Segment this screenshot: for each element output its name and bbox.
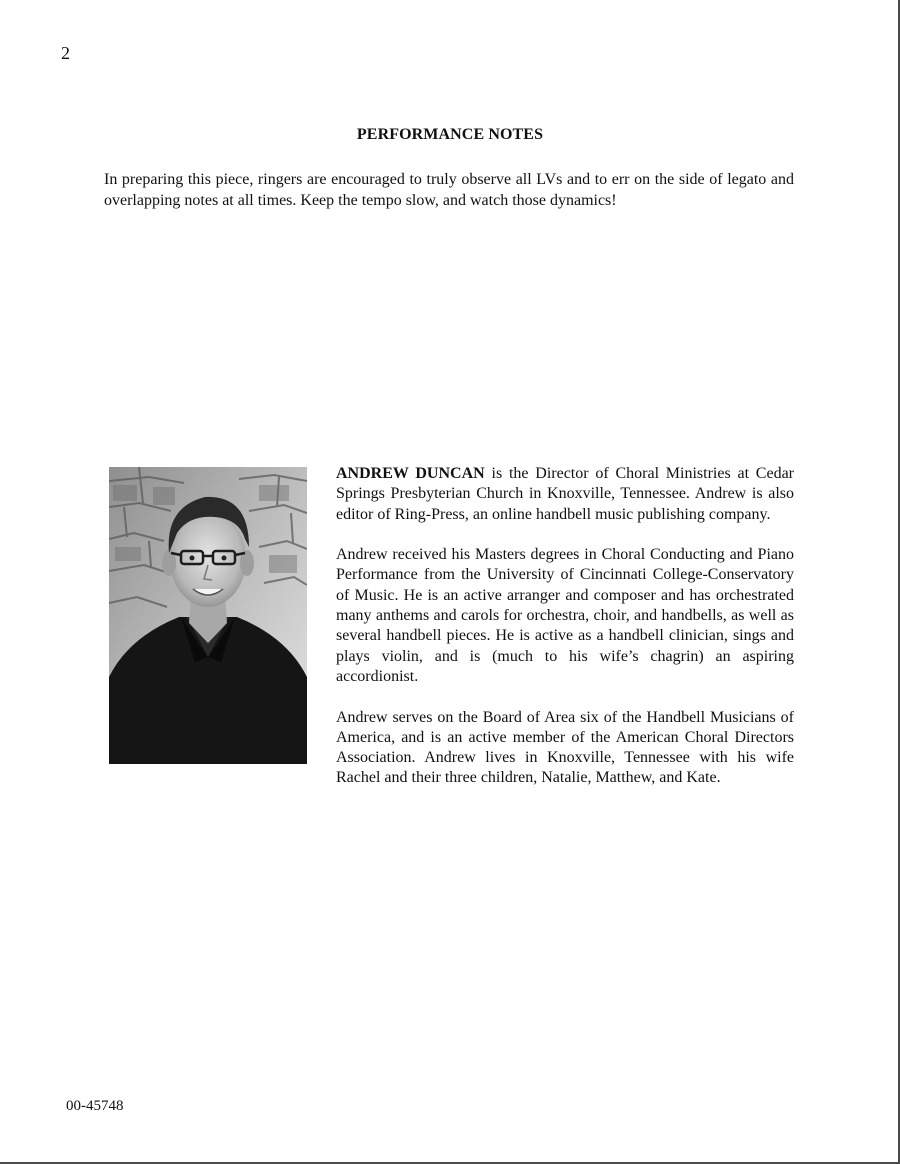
performance-notes-title: PERFORMANCE NOTES xyxy=(356,126,544,143)
portrait-photo xyxy=(109,467,307,764)
bio-paragraph-3: Andrew serves on the Board of Area six of the Handbell Musicians of America, and is an active member of the American Choral Directors Association. Andrew lives in Knoxville, Tennessee with his wife Rachel and their three children, Natalie, Matthew, and Kate. xyxy=(336,708,794,787)
bio-paragraph-1-text: is the Director of Choral Ministries at Cedar Springs Presbyterian Church in Knoxville, Tennessee. Andrew is also editor of Ring-Press, an online handbell music publishing company. xyxy=(336,465,794,523)
author-name: ANDREW DUNCAN xyxy=(336,465,485,482)
bio-paragraph-2: Andrew received his Masters degrees in Choral Conducting and Piano Performance from the University of Cincinnati College-Conservatory of Music. He is an active arranger and composer and has orchestrated many anthems and carols for orchestra, choir, and handbells, as well as several handbell pieces. He is active as a handbell clinician, sings and plays violin, and is (much to his wife’s chagrin) an aspiring accordionist. xyxy=(336,546,794,685)
catalog-number: 00-45748 xyxy=(66,1098,124,1114)
page-number: 2 xyxy=(61,43,70,63)
bio-paragraph-1 xyxy=(336,464,794,525)
portrait-image xyxy=(109,467,307,764)
performance-notes-text: In preparing this piece, ringers are encouraged to truly observe all LVs and to err on the side of legato and overlapping notes at all times. Keep the tempo slow, and watch those dynamics! xyxy=(104,171,794,209)
author-bio xyxy=(336,464,794,809)
